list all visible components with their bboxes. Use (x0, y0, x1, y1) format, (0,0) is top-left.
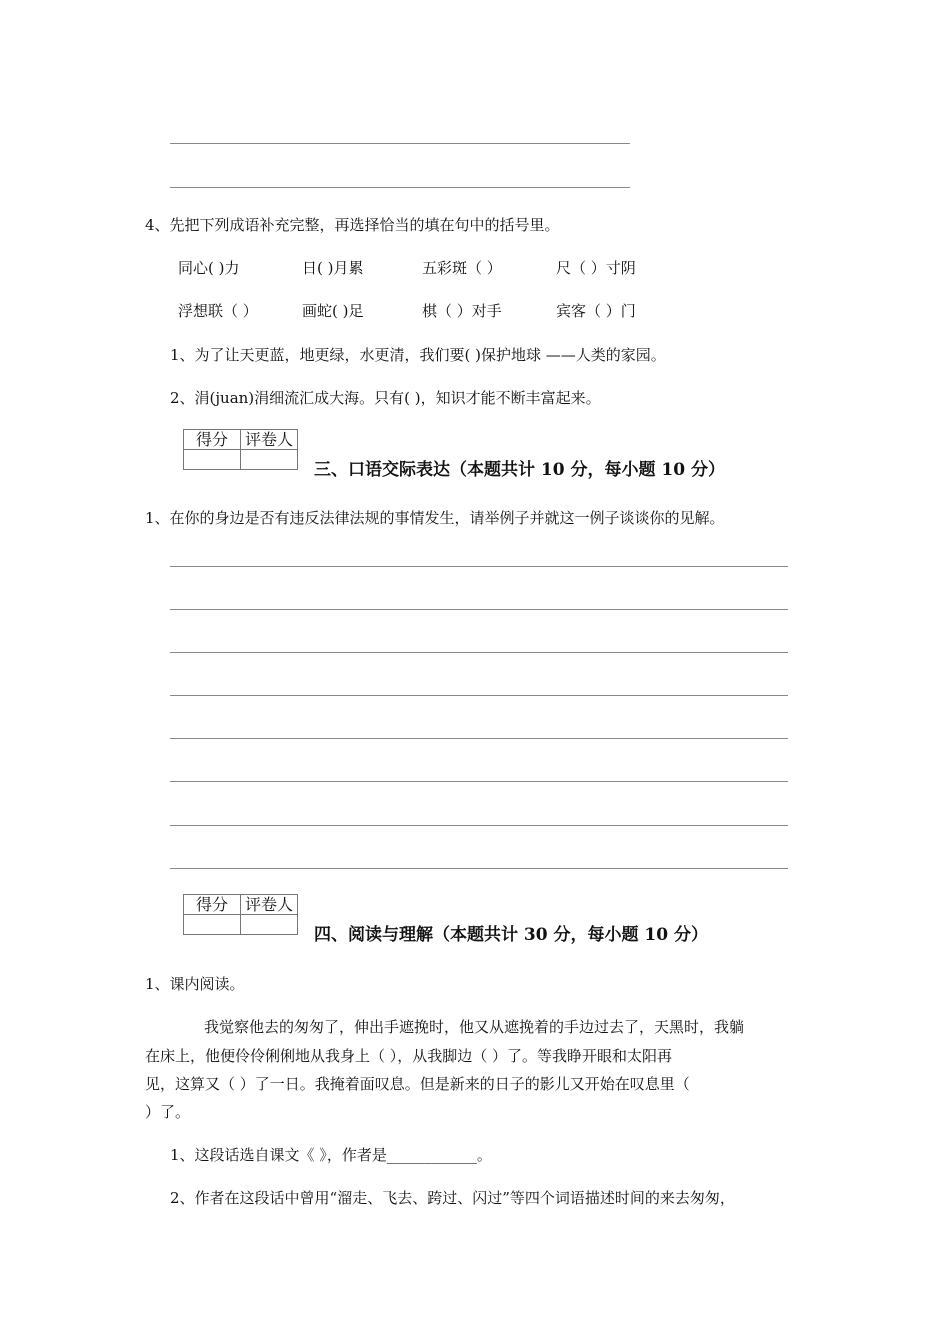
idiom-blank: 画蛇( )足 (302, 302, 364, 320)
grader-cell (241, 450, 298, 470)
section-4-title: 四、阅读与理解（本题共计 30 分，每小题 10 分） (314, 925, 708, 945)
question-4-prompt: 4、先把下列成语补充完整，再选择恰当的填在句中的括号里。 (145, 216, 560, 234)
passage-line: 我觉察他去的匆匆了，伸出手遮挽时，他又从遮挽着的手边过去了，天黑时，我躺 (204, 1018, 745, 1036)
score-label: 得分 (184, 430, 241, 450)
answer-line (170, 652, 788, 653)
score-cell (184, 915, 241, 935)
idiom-blank: 宾客（ ）门 (556, 302, 636, 320)
idiom-blank: 尺（ ）寸阴 (556, 259, 636, 277)
score-box (183, 894, 298, 935)
fill-sentence-2: 2、涓(juan)涓细流汇成大海。只有( )，知识才能不断丰富起来。 (170, 389, 601, 407)
answer-line (170, 781, 788, 782)
grader-cell (241, 915, 298, 935)
answer-line (170, 187, 630, 188)
idiom-blank: 五彩斑（ ） (422, 259, 502, 277)
idiom-blank: 棋（ ）对手 (422, 302, 502, 320)
passage-line: 见，这算又（ ）了一日。我掩着面叹息。但是新来的日子的影儿又开始在叹息里（ (145, 1075, 690, 1093)
grader-label: 评卷人 (241, 430, 298, 450)
idiom-blank: 浮想联（ ） (178, 302, 258, 320)
answer-line (170, 609, 788, 610)
answer-line (170, 143, 630, 144)
score-cell (184, 450, 241, 470)
answer-line (170, 825, 788, 826)
section-3-question-1: 1、在你的身边是否有违反法律法规的事情发生，请举例子并就这一例子谈谈你的见解。 (145, 509, 725, 527)
score-box (183, 429, 298, 470)
answer-line (170, 738, 788, 739)
fill-sentence-1: 1、为了让天更蓝，地更绿，水更清，我们要( )保护地球 ——人类的家园。 (170, 346, 666, 364)
idiom-blank: 同心( )力 (178, 259, 240, 277)
score-label: 得分 (184, 895, 241, 915)
section-3-title: 三、口语交际表达（本题共计 10 分，每小题 10 分） (314, 460, 725, 480)
sub-question-2: 2、作者在这段话中曾用“溜走、飞去、跨过、闪过”等四个词语描述时间的来去匆匆， (170, 1189, 735, 1207)
answer-line (170, 566, 788, 567)
sub-question-1: 1、这段话选自课文《 》，作者是____________。 (170, 1146, 492, 1164)
section-4-question-1: 1、课内阅读。 (145, 975, 245, 993)
idiom-blank: 日( )月累 (302, 259, 364, 277)
answer-line (170, 695, 788, 696)
passage-line: ）了。 (145, 1103, 191, 1121)
grader-label: 评卷人 (241, 895, 298, 915)
passage-line: 在床上，他便伶伶俐俐地从我身上（ ），从我脚边（ ）了。等我睁开眼和太阳再 (145, 1047, 673, 1065)
answer-line (170, 868, 788, 869)
